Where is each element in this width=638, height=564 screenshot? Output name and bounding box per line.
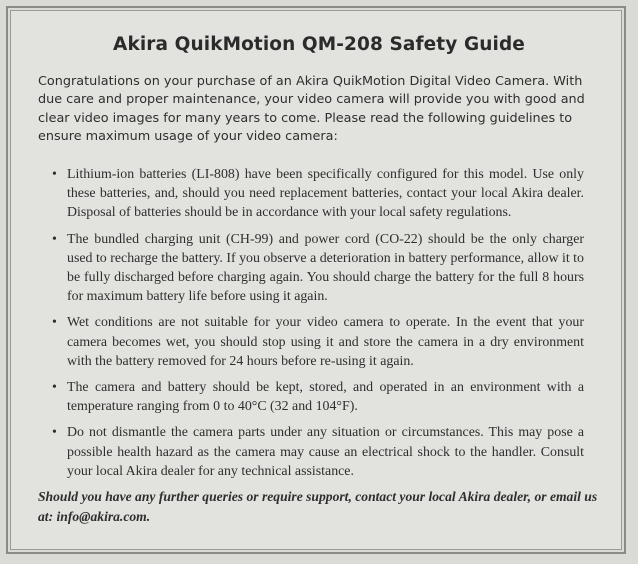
guide-title: Akira QuikMotion QM-208 Safety Guide xyxy=(113,34,525,55)
list-item xyxy=(50,378,584,416)
list-item xyxy=(50,423,584,481)
closing-note: Should you have any further queries or require support, contact your local Akira dealer, or email us at: info@akira.com. xyxy=(38,489,598,524)
list-item xyxy=(50,313,584,371)
bullet-icon: • xyxy=(52,167,57,182)
guidelines-list xyxy=(50,165,584,488)
bullet-icon: • xyxy=(52,231,57,247)
intro-paragraph: Congratulations on your purchase of an Akira QuikMotion Digital Video Camera. With due care and proper maintenance, your video camera will provide you with good and clear video images for many years to come. Please read the following guidelines to ensure maximum usage of your video camera: xyxy=(38,74,585,144)
guideline-text: Wet conditions are not suitable for your video camera to operate. In the event that your camera becomes wet, you should stop using it and store the camera in a dry environment with the battery removed for 24 hours before re-using it again. xyxy=(67,315,584,369)
bullet-icon: • xyxy=(52,315,57,331)
bullet-icon: • xyxy=(52,380,57,396)
bullet-icon: • xyxy=(52,425,57,441)
guideline-text: The bundled charging unit (CH-99) and power cord (CO-22) should be the only charger used to recharge the battery. If you observe a deterioration in battery performance, allow it to be fully discharged before charging again. You should charge the battery for the full 8 hours for maximum battery life before using it again. xyxy=(67,231,584,305)
list-item xyxy=(50,165,584,223)
list-item xyxy=(50,230,584,307)
guideline-text: Lithium-ion batteries (LI-808) have been specifically configured for this model. Use only these batteries, and, should you need replacement batteries, contact your local Akira dealer. Disposal of batteries should be in accordance with your local safety regulations. xyxy=(67,167,584,221)
guideline-text: Do not dismantle the camera parts under any situation or circumstances. This may pose a possible health hazard as the camera may cause an electrical shock to the handler. Consult your local Akira dealer for any technical assistance. xyxy=(67,425,584,479)
guideline-text: The camera and battery should be kept, stored, and operated in an environment with a temperature ranging from 0 to 40°C (32 and 104°F). xyxy=(67,380,584,415)
